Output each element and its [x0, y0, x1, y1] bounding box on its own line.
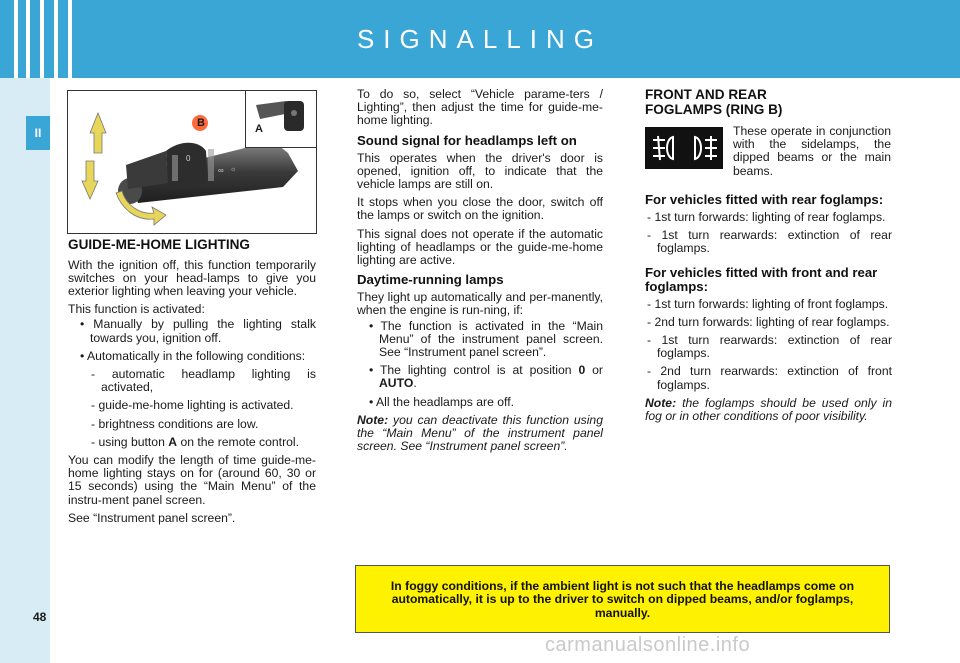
- column-foglamps: [645, 88, 892, 428]
- heading-foglamps-line1: FRONT AND REAR: [645, 87, 767, 102]
- heading-sound-signal: Sound signal for headlamps left on: [357, 132, 577, 148]
- header-band: [0, 0, 960, 78]
- guide-modify: You can modify the length of time guide-me-home lighting stays on for (around 60, 30 or 15 seconds) using the “Main Menu” of the instru-ment panel screen.: [68, 452, 316, 507]
- svg-text:☼: ☼: [230, 166, 237, 173]
- guide-dash-4: - using button A on the remote control.: [91, 434, 300, 449]
- both-item-4: - 2nd turn rearwards: extinction of front foglamps.: [647, 364, 892, 392]
- label-b: B: [197, 117, 205, 129]
- label-a: A: [255, 123, 263, 135]
- heading-rear-foglamps: For vehicles fitted with rear foglamps:: [645, 192, 884, 207]
- lighting-stalk-illustration: [67, 90, 317, 234]
- svg-text:0: 0: [186, 154, 191, 163]
- select-intro: To do so, select “Vehicle parame-ters / Lighting”, then adjust the time for guide-me-home lighting.: [357, 87, 603, 128]
- guide-bullet-manual: • Manually by pulling the lighting stalk towards you, ignition off.: [80, 317, 316, 345]
- remote-key-drawing: [246, 91, 316, 147]
- svg-text:∞: ∞: [218, 166, 224, 175]
- sound-para-2: It stops when you close the door, switch off the lamps or switch on the ignition.: [357, 195, 603, 223]
- heading-front-rear-foglamps: For vehicles fitted with front and rear foglamps:: [645, 264, 878, 294]
- column-guide-me-home: [68, 238, 316, 530]
- chapter-tab: II: [26, 116, 50, 150]
- remote-key-inset: [245, 91, 316, 148]
- drl-bullet-2: • The lighting control is at position 0 or AUTO.: [369, 363, 603, 391]
- drl-para: They light up automatically and per-manently, when the engine is run-ning, if:: [357, 290, 603, 318]
- drl-bullet-3: • All the headlamps are off.: [369, 394, 514, 409]
- heading-foglamps-line2: FOGLAMPS (RING B): [645, 101, 783, 117]
- sound-para-1: This operates when the driver's door is opened, ignition off, to indicate that the vehicle lamps are still on.: [357, 150, 603, 192]
- column-signals: [357, 88, 603, 458]
- foglamp-operate: These operate in conjunction with the sidelamps, the dipped beams or the main beams.: [733, 124, 891, 178]
- both-item-2: - 2nd turn forwards: lighting of rear foglamps.: [647, 314, 890, 329]
- fog-warning-callout: In foggy conditions, if the ambient light is not such that the headlamps come on automatically, it is up to the driver to switch on dipped beams, and/or foglamps, manually.: [355, 565, 890, 633]
- guide-see: See “Instrument panel screen”.: [68, 510, 236, 525]
- foglamp-note: Note: the foglamps should be used only in fog or in other conditions of poor visibility.: [645, 395, 892, 424]
- heading-daytime-running: Daytime-running lamps: [357, 272, 504, 288]
- arrow-down: [82, 161, 98, 199]
- both-item-1: - 1st turn forwards: lighting of front foglamps.: [647, 296, 889, 311]
- guide-dash-2: - guide-me-home lighting is activated.: [91, 398, 294, 413]
- drl-note: Note: you can deactivate this function using the “Main Menu” of the instrument panel screen. See “Instrument panel screen”.: [357, 412, 603, 454]
- guide-dash-1: - automatic headlamp lighting is activated,: [91, 366, 316, 395]
- guide-activated: This function is activated:: [68, 302, 205, 317]
- foglamp-symbols: [645, 127, 723, 169]
- drl-bullet-1: • The function is activated in the “Main Menu” of the instrument panel screen. See “Instrument panel screen”.: [369, 318, 603, 360]
- foglamp-row: [645, 125, 892, 187]
- rear-item-1: - 1st turn forwards: lighting of rear foglamps.: [647, 210, 886, 224]
- guide-dash-3: - brightness conditions are low.: [91, 416, 259, 431]
- left-margin-band: [0, 78, 50, 663]
- rear-item-2: - 1st turn rearwards: extinction of rear foglamps.: [647, 228, 892, 256]
- sound-para-3: This signal does not operate if the automatic lighting of headlamps or the guide-me-home lighting are active.: [357, 226, 603, 268]
- heading-guide-me-home: GUIDE-ME-HOME LIGHTING: [68, 237, 250, 252]
- guide-intro: With the ignition off, this function temporarily switches on your head-lamps to give you exterior lighting when leaving your vehicle.: [68, 257, 316, 298]
- both-item-3: - 1st turn rearwards: extinction of rear foglamps.: [647, 333, 892, 361]
- arrow-up: [90, 113, 106, 153]
- guide-bullet-auto: • Automatically in the following conditions:: [80, 348, 306, 363]
- watermark: carmanualsonline.info: [545, 634, 751, 656]
- page-title: SIGNALLING: [356, 24, 604, 54]
- page-number: 48: [33, 610, 47, 624]
- foglamp-icon: [645, 127, 723, 169]
